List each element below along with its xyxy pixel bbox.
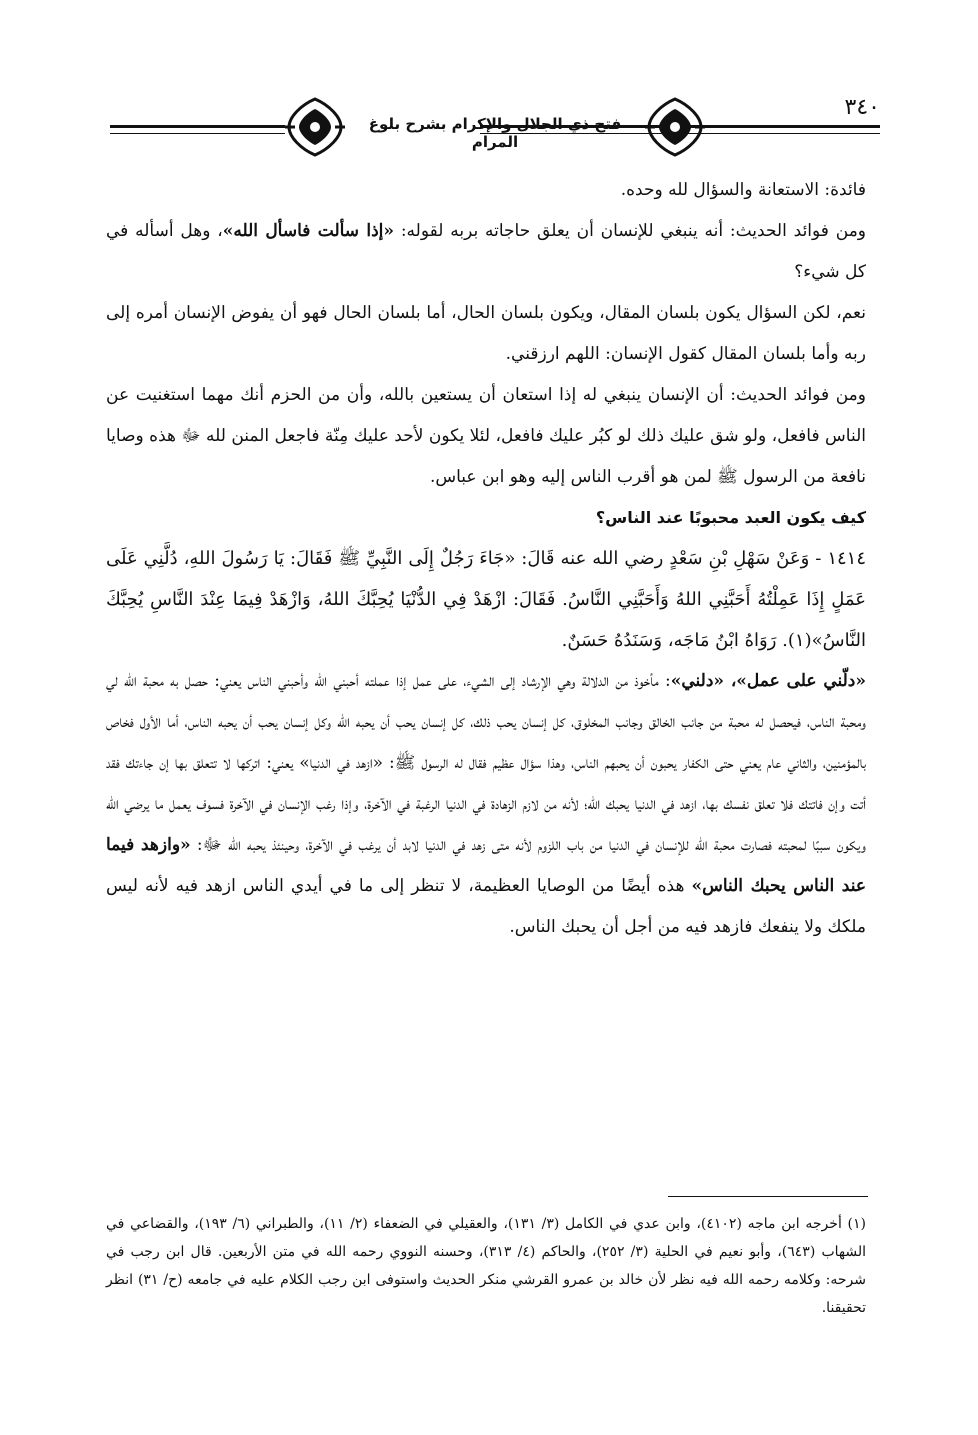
hadith-text: ١٤١٤ - وَعَنْ سَهْلِ بْنِ سَعْدٍ رضي الله عنه قَالَ: «جَاءَ رَجُلٌ إِلَى النَّبِيِّ ﷺ فَقَالَ: يَا رَسُولَ اللهِ، دُلَّنِي عَلَى عَمَلٍ إِذَا عَمِلْتُهُ أَحَبَّنِي اللهُ وَأَحَبَّنِي النَّاسُ. فَقَالَ: ازْهَدْ فِي الدُّنْيَا يُحِبَّكَ اللهُ، وَازْهَدْ فِيمَا عِنْدَ النَّاسِ يُحِبَّكَ النَّاسُ»(١). رَوَاهُ ابْنُ مَاجَه، وَسَنَدُهُ حَسَنٌ. bbox=[106, 548, 866, 651]
ornament-left-icon bbox=[285, 95, 345, 159]
main-text bbox=[106, 170, 866, 948]
header-rule-left-thin bbox=[110, 133, 285, 134]
paragraph-speech-state: نعم، لكن السؤال يكون بلسان المقال، ويكون بلسان الحال، أما بلسان الحال فهو أن يفوض الإنسان أمره إلى ربه وأما بلسان المقال كقول الإنسان: اللهم ارزقني. bbox=[106, 303, 866, 364]
ornament-right-icon bbox=[645, 95, 705, 159]
page-number: ٣٤٠ bbox=[844, 95, 880, 120]
page-header bbox=[100, 95, 880, 165]
commentary-lead: «دلّني على عمل»، «دلني» bbox=[670, 671, 867, 691]
footnotes bbox=[106, 1210, 866, 1322]
paragraph-commentary bbox=[106, 661, 866, 948]
header-rule-left bbox=[110, 125, 285, 128]
text-segment: : مأخوذ من الدلالة وهي الإرشاد إلى الشيء، على عمل إذا عملته أحبني الله وأحبني الناس يعني: حصل به محبة الله لي ومحبة الناس، فيحصل له محبة من جانب الخالق وجانب المخلوق، كل إنسان يحب ذلك، كل إنسان يحب أن يحبه الله وكل إنسان يحب أن يحبه الناس، أما الأول فخاص بالمؤمنين، والثاني عام يعني حتى الكفار يحبون أن يحبهم الناس، وهذا سؤال عظيم فقال له الرسول ﷺ: «ازهد في الدنيا» يعني: اتركها لا تتعلق بها إن جاءتك فقد أتت وإن فاتتك فلا تعلق نفسك بها، ازهد في الدنيا يحبك الله؛ لأنه من لازم الزهادة في الدنيا الرغبة في الآخرة، وإذا رغب الإنسان في الآخرة فسوف يعمل ما يرضي الله ويكون سببًا لمحبته فصارت محبة الله للإنسان في الدنيا من باب اللزوم لأنه متى زهد في الدنيا لابد أن يرغب في الآخرة، وحينئذ يحبه الله ﷻ: bbox=[106, 671, 866, 855]
footnote-separator bbox=[668, 1196, 868, 1197]
paragraph-benefit: فائدة: الاستعانة والسؤال لله وحده. bbox=[620, 180, 866, 200]
quoted-hadith: «إذا سألت فاسأل الله» bbox=[222, 221, 395, 241]
running-title: فتح ذي الجلال والإكرام بشرح بلوغ المرام bbox=[368, 115, 622, 151]
paragraph-asking-allah bbox=[106, 211, 866, 293]
paragraph-seeking-help: ومن فوائد الحديث: أن الإنسان ينبغي له إذا استعان أن يستعين بالله، وأن من الحزم أنك مهما استغنيت عن الناس فافعل، ولو شق عليك ذلك لو كبُر عليك فافعل، لئلا يكون لأحد عليك مِنّة فاجعل المنن لله ﷻ هذه وصايا نافعة من الرسول ﷺ لمن هو أقرب الناس إليه وهو ابن عباس. bbox=[106, 385, 866, 487]
section-heading: كيف يكون العبد محبوبًا عند الناس؟ bbox=[595, 508, 866, 527]
text-segment: ، وهل أسأله في كل شيء؟ bbox=[106, 221, 866, 282]
text-segment: ومن فوائد الحديث: أنه ينبغي للإنسان أن يعلق حاجاته بربه لقوله: bbox=[394, 221, 867, 241]
footnote-1: (١) أخرجه ابن ماجه (٤١٠٢)، وابن عدي في الكامل (٣/ ١٣١)، والعقيلي في الضعفاء (٢/ ١١)، والطبراني (٦/ ١٩٣)، والقضاعي في الشهاب (٦٤٣)، وأبو نعيم في الحلية (٣/ ٢٥٢)، والحاكم (٤/ ٣١٣)، وحسنه النووي رحمه الله في متن الأربعين. قال ابن رجب في شرحه: وكلامه رحمه الله فيه نظر لأن خالد بن عمرو القرشي منكر الحديث واستوفى ابن رجب الكلام عليه في جامعه (ح/ ٣١) انظر تحقيقنا. bbox=[106, 1216, 867, 1316]
text-segment: هذه أيضًا من الوصايا العظيمة، لا تنظر إلى ما في أيدي الناس ازهد فيه لأنه ليس ملكك ولا ينفعك فازهد فيه من أجل أن يحبك الناس. bbox=[106, 876, 866, 937]
quoted-hadith: «وازهد فيما عند الناس يحبك الناس» bbox=[106, 835, 866, 896]
